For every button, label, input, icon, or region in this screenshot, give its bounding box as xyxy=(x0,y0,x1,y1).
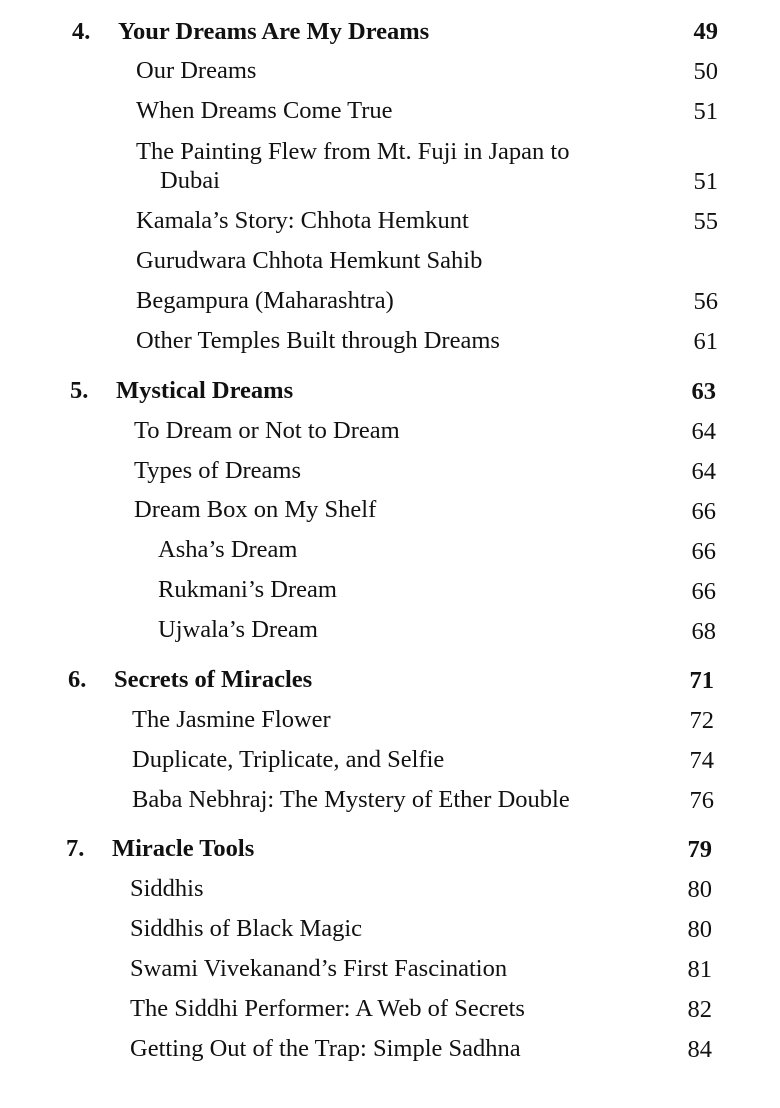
toc-subentry: Ujwala’s Dream xyxy=(158,616,318,643)
toc-entry: Other Temples Built through Dreams xyxy=(136,327,500,354)
toc-entry: Our Dreams xyxy=(136,57,257,84)
toc-subentry: Rukmani’s Dream xyxy=(158,576,337,603)
toc-entry-page: 80 xyxy=(687,916,712,943)
toc-entry: Swami Vivekanand’s First Fascination xyxy=(130,955,508,982)
chapter-number: 7. xyxy=(66,835,85,862)
toc-entry: The Siddhi Performer: A Web of Secrets xyxy=(130,995,525,1022)
toc-entry: When Dreams Come True xyxy=(136,97,393,124)
chapter-title: Secrets of Miracles xyxy=(114,666,313,693)
toc-entry-page: 82 xyxy=(687,996,712,1023)
toc-entry: Kamala’s Story: Chhota Hemkunt xyxy=(136,207,469,234)
chapter-page-number: 63 xyxy=(691,378,716,405)
toc-entry-page: 74 xyxy=(689,747,714,774)
toc-entry: Getting Out of the Trap: Simple Sadhna xyxy=(130,1035,521,1062)
toc-entry-page: 76 xyxy=(689,787,714,814)
toc-entry: Siddhis of Black Magic xyxy=(130,915,363,942)
toc-entry: Duplicate, Triplicate, and Selfie xyxy=(132,746,445,773)
toc-entry-page: 66 xyxy=(691,498,716,525)
toc-entry: The Painting Flew from Mt. Fuji in Japan to xyxy=(136,138,570,165)
chapter-number: 5. xyxy=(70,377,89,404)
chapter-title: Your Dreams Are My Dreams xyxy=(118,18,430,45)
chapter-title: Mystical Dreams xyxy=(116,377,294,404)
chapter-page-number: 49 xyxy=(693,18,718,45)
toc-entry: To Dream or Not to Dream xyxy=(134,417,400,444)
toc-entry-page: 51 xyxy=(693,168,718,195)
chapter-number: 6. xyxy=(68,666,87,693)
toc-entry-page: 80 xyxy=(687,876,712,903)
toc-entry-page: 55 xyxy=(693,208,718,235)
toc-entry: Baba Nebhraj: The Mystery of Ether Double xyxy=(132,786,570,813)
toc-entry-page: 51 xyxy=(693,98,718,125)
toc-entry: Siddhis xyxy=(130,875,204,902)
toc-entry-page: 72 xyxy=(689,707,714,734)
toc-entry-page: 66 xyxy=(691,538,716,565)
toc-entry-page: 81 xyxy=(687,956,712,983)
chapter-page-number: 79 xyxy=(687,836,712,863)
toc-entry: Gurudwara Chhota Hemkunt Sahib xyxy=(136,247,483,274)
toc-entry-page: 68 xyxy=(691,618,716,645)
toc-entry: Dream Box on My Shelf xyxy=(134,496,377,523)
toc-entry-page: 64 xyxy=(691,458,716,485)
toc-entry-page: 61 xyxy=(693,328,718,355)
toc-entry-page: 84 xyxy=(687,1036,712,1063)
chapter-page-number: 71 xyxy=(689,667,714,694)
toc-entry-page: 56 xyxy=(693,288,718,315)
toc-entry: Types of Dreams xyxy=(134,457,302,484)
toc-entry-page: 64 xyxy=(691,418,716,445)
toc-entry-continuation: Dubai xyxy=(160,167,220,194)
chapter-title: Miracle Tools xyxy=(112,835,255,862)
toc-subentry: Asha’s Dream xyxy=(158,536,298,563)
toc-entry-page: 50 xyxy=(693,58,718,85)
toc-entry-page: 66 xyxy=(691,578,716,605)
toc-entry: Begampura (Maharashtra) xyxy=(136,287,394,314)
toc-entry: The Jasmine Flower xyxy=(132,706,331,733)
chapter-number: 4. xyxy=(72,18,91,45)
